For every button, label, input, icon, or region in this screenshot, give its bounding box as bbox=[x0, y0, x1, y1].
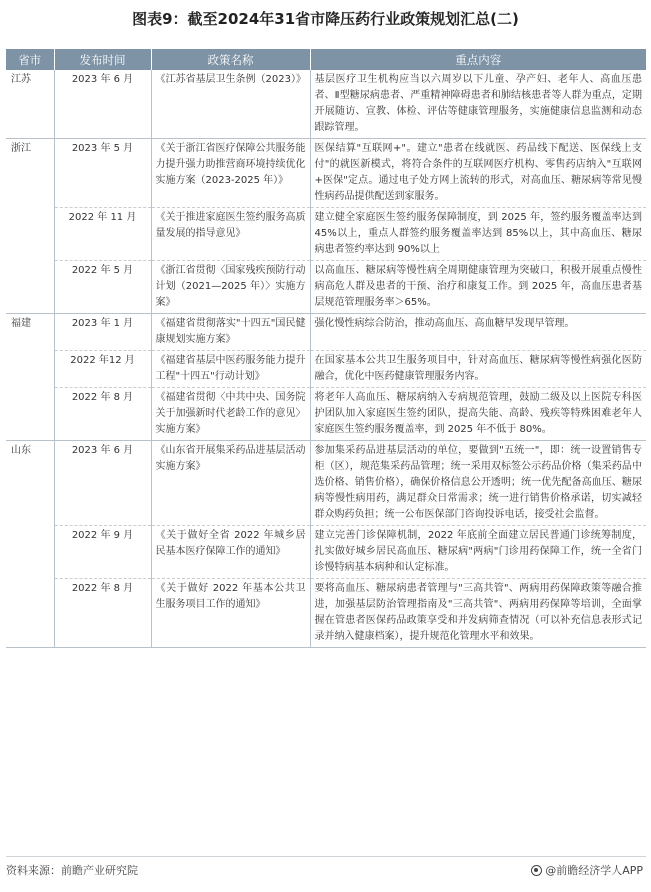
date-cell: 2022 年 8 月 bbox=[54, 388, 151, 441]
date-cell: 2022 年 9 月 bbox=[54, 526, 151, 579]
content-cell: 在国家基本公共卫生服务项目中，针对高血压、糖尿病等慢性病强化医防融合，优化中医药健康管理服务内容。 bbox=[310, 351, 646, 388]
policy-name-cell: 《关于浙江省医疗保障公共服务能力提升强力助推营商环境持续优化实施方案（2023-2025 年）》 bbox=[151, 139, 310, 208]
date-cell: 2023 年 6 月 bbox=[54, 441, 151, 526]
table-row bbox=[6, 351, 646, 388]
table-row bbox=[6, 526, 646, 579]
date-cell: 2022 年12 月 bbox=[54, 351, 151, 388]
policy-name-cell: 《关于推进家庭医生签约服务高质量发展的指导意见》 bbox=[151, 208, 310, 261]
table-row bbox=[6, 261, 646, 314]
policy-name-cell: 《福建省贯彻落实"十四五"国民健康规划实施方案》 bbox=[151, 314, 310, 351]
table-row bbox=[6, 441, 646, 526]
brand-logo-icon bbox=[531, 865, 542, 876]
content-cell: 参加集采药品进基层活动的单位，要做到"五统一"，即：统一设置销售专柜（区），规范集采药品管理；统一采用双标签公示药品价格（集采药品中选价格、销售价格），确保价格信息公开透明；统一优先配备高血压、糖尿病等慢性病用药，满足群众日常需求；统一进行销售价格承诺，切实减轻群众购药负担；统一公布医保部门咨询投诉电话，接受社会监督。 bbox=[310, 441, 646, 526]
content-cell: 强化慢性病综合防治，推动高血压、高血糖早发现早管理。 bbox=[310, 314, 646, 351]
date-cell: 2022 年 11 月 bbox=[54, 208, 151, 261]
content-cell: 建立健全家庭医生签约服务保障制度，到 2025 年，签约服务覆盖率达到 45%以上，重点人群签约服务覆盖率达到 85%以上，其中高血压、糖尿病患者签约率达到 90%以上 bbox=[310, 208, 646, 261]
policy-name-cell: 《浙江省贯彻〈国家残疾预防行动计划（2021—2025 年）〉实施方案》 bbox=[151, 261, 310, 314]
footer-divider bbox=[6, 856, 646, 857]
header-province: 省市 bbox=[6, 49, 54, 70]
table-row bbox=[6, 314, 646, 351]
content-cell: 将老年人高血压、糖尿病纳入专病规范管理，鼓励二级及以上医院专科医护团队加入家庭医生签约团队，提高失能、高龄、残疾等特殊困难老年人家庭医生签约服务覆盖率，到 2025 年不低于 80%。 bbox=[310, 388, 646, 441]
table-row bbox=[6, 579, 646, 648]
policy-name-cell: 《山东省开展集采药品进基层活动实施方案》 bbox=[151, 441, 310, 526]
table-row bbox=[6, 139, 646, 208]
brand-credit bbox=[531, 862, 643, 878]
province-cell: 福建 bbox=[6, 314, 54, 441]
content-cell: 基层医疗卫生机构应当以六周岁以下儿童、孕产妇、老年人、高血压患者、Ⅱ型糖尿病患者、严重精神障碍患者和肺结核患者等人群为重点，定期开展随访、宣教、体检、评估等健康管理服务，实施健康信息监测和动态跟踪管理。 bbox=[310, 70, 646, 139]
source-note: 资料来源：前瞻产业研究院 bbox=[6, 864, 138, 877]
table-row bbox=[6, 208, 646, 261]
date-cell: 2023 年 1 月 bbox=[54, 314, 151, 351]
province-cell: 浙江 bbox=[6, 139, 54, 314]
policy-name-cell: 《福建省基层中医药服务能力提升工程"十四五"行动计划》 bbox=[151, 351, 310, 388]
date-cell: 2022 年 8 月 bbox=[54, 579, 151, 648]
date-cell: 2023 年 5 月 bbox=[54, 139, 151, 208]
content-cell: 建立完善门诊保障机制，2022 年底前全面建立居民普通门诊统筹制度，扎实做好城乡居民高血压、糖尿病"两病"门诊用药保障工作，统一全省门诊慢特病基本病种和认定标准。 bbox=[310, 526, 646, 579]
policy-name-cell: 《福建省贯彻〈中共中央、国务院关于加强新时代老龄工作的意见〉实施方案》 bbox=[151, 388, 310, 441]
policy-name-cell: 《关于做好全省 2022 年城乡居民基本医疗保障工作的通知》 bbox=[151, 526, 310, 579]
policy-name-cell: 《关于做好 2022 年基本公共卫生服务项目工作的通知》 bbox=[151, 579, 310, 648]
content-cell: 医保结算"互联网+"。建立"患者在线就医、药品线下配送、医保线上支付"的就医新模式，将符合条件的互联网医疗机构、零售药店纳入"互联网+医保"定点。通过电子处方网上流转的形式，对高血压、糖尿病等常见慢性病药品提供配送到家服务。 bbox=[310, 139, 646, 208]
content-cell: 以高血压、糖尿病等慢性病全周期健康管理为突破口，积极开展重点慢性病高危人群及患者的干预、治疗和康复工作。到 2025 年，高血压患者基层规范管理服务率＞65%。 bbox=[310, 261, 646, 314]
page-title: 图表9：截至2024年31省市降压药行业政策规划汇总(二) bbox=[132, 10, 519, 28]
header-policy: 政策名称 bbox=[151, 49, 310, 70]
policy-name-cell: 《江苏省基层卫生条例（2023）》 bbox=[151, 70, 310, 139]
table-header-row bbox=[6, 49, 646, 70]
brand-credit-text: @前瞻经济学人APP bbox=[545, 864, 643, 877]
province-cell: 江苏 bbox=[6, 70, 54, 139]
date-cell: 2023 年 6 月 bbox=[54, 70, 151, 139]
header-content: 重点内容 bbox=[310, 49, 646, 70]
table-row bbox=[6, 70, 646, 139]
header-date: 发布时间 bbox=[54, 49, 151, 70]
province-cell: 山东 bbox=[6, 441, 54, 648]
date-cell: 2022 年 5 月 bbox=[54, 261, 151, 314]
table-row bbox=[6, 388, 646, 441]
content-cell: 要将高血压、糖尿病患者管理与"三高共管"、两病用药保障政策等融合推进，加强基层防治管理指南及"三高共管"、两病用药保障等培训，全面掌握在管患者医保药品政策享受和并发病筛查情况（可以补充信息表形式记录并纳入健康档案），提升规范化管理水平和效果。 bbox=[310, 579, 646, 648]
policy-table bbox=[6, 49, 646, 648]
